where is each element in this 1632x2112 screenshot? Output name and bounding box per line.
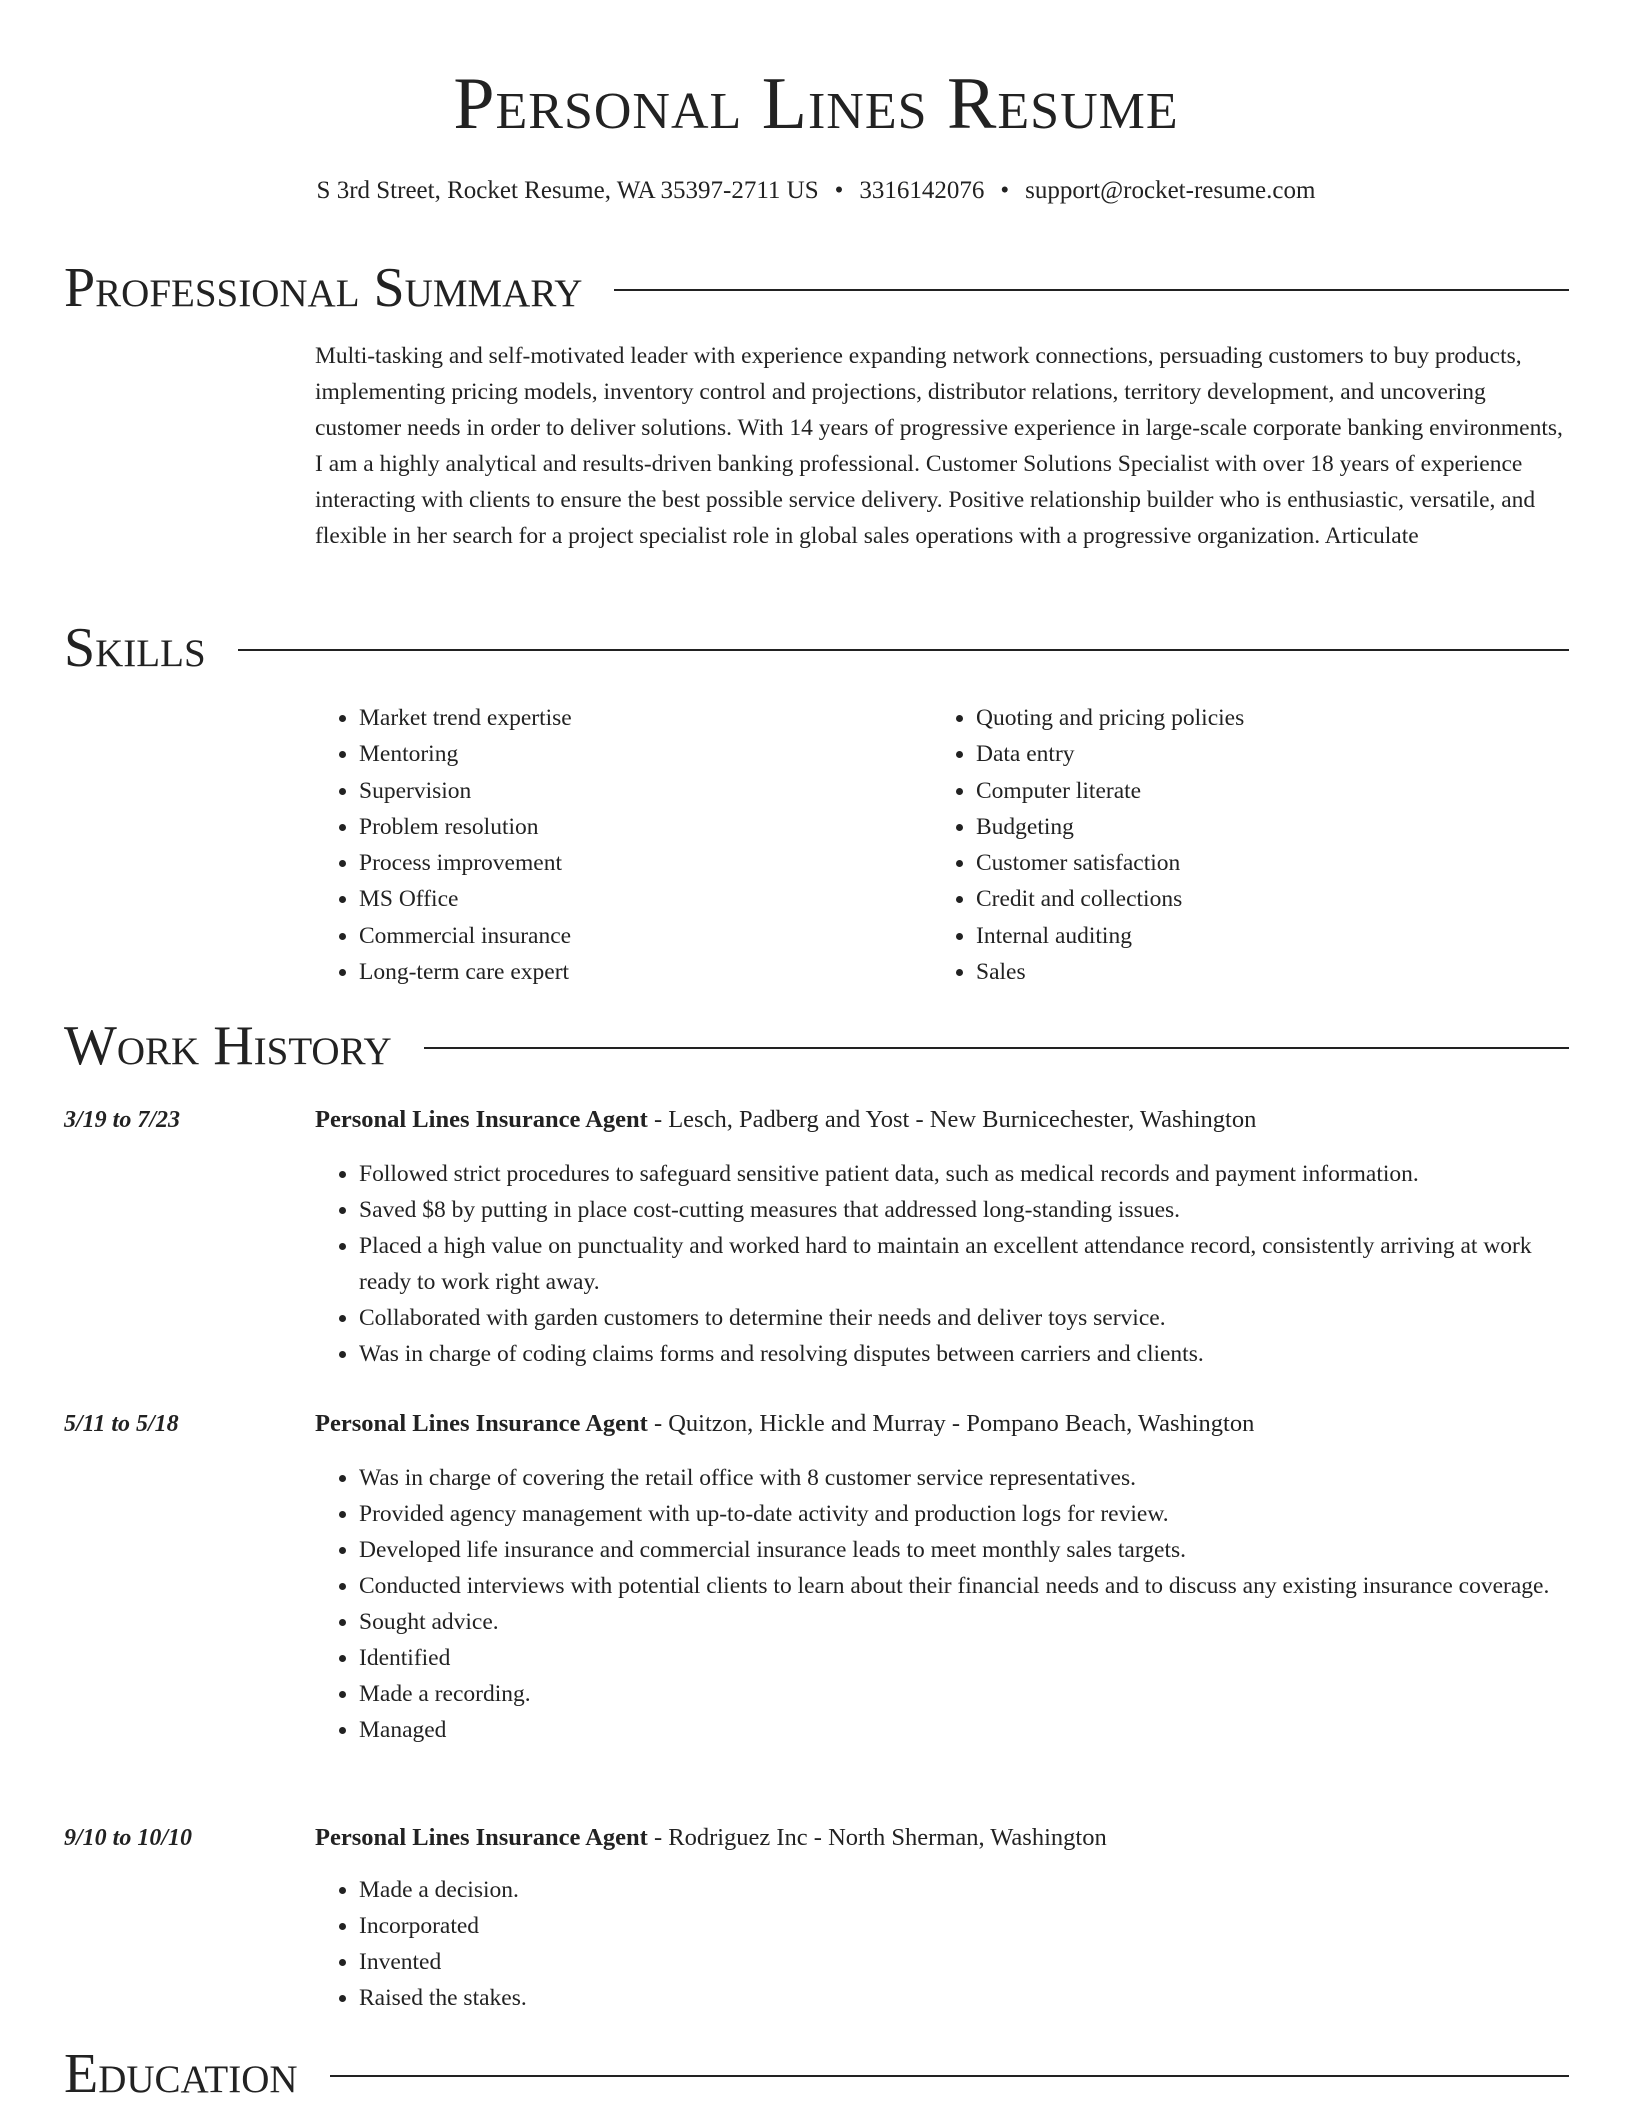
section-title-summary: Professional Summary xyxy=(64,257,583,319)
job-bullet: • Made a decision. xyxy=(359,1872,1565,1908)
job-heading xyxy=(315,1102,1565,1138)
job-bullet: • Collaborated with garden customers to determine their needs and deliver toys service. xyxy=(359,1300,1565,1336)
contact-line xyxy=(0,175,1632,207)
job-title: Personal Lines Insurance Agent xyxy=(315,1410,648,1437)
skills-column-right xyxy=(932,700,1549,990)
job-responsibilities xyxy=(315,1156,1565,1372)
skill-item: • MS Office xyxy=(359,881,932,917)
job-bullet: • Raised the stakes. xyxy=(359,1980,1565,2016)
skill-item: • Computer literate xyxy=(976,773,1549,809)
section-header-skills xyxy=(64,616,1569,680)
job-heading xyxy=(315,1820,1565,1856)
section-title-work-history: Work History xyxy=(64,1015,392,1077)
skills-list xyxy=(315,700,1565,990)
job-bullet: • Managed xyxy=(359,1712,1565,1748)
skill-item: • Supervision xyxy=(359,773,932,809)
skills-column-left xyxy=(315,700,932,990)
skill-item: • Process improvement xyxy=(359,845,932,881)
job-bullet: • Sought advice. xyxy=(359,1604,1565,1640)
contact-email: support@rocket-resume.com xyxy=(1025,177,1316,204)
skill-item: • Market trend expertise xyxy=(359,700,932,736)
skill-item: • Mentoring xyxy=(359,736,932,772)
job-dates: 3/19 to 7/23 xyxy=(64,1107,181,1133)
contact-separator: • xyxy=(834,177,844,204)
job-bullet: • Conducted interviews with potential clients to learn about their financial needs and to discuss any existing insurance coverage. xyxy=(359,1568,1565,1604)
job-bullet: • Invented xyxy=(359,1944,1565,1980)
job-responsibilities xyxy=(315,1872,1565,2016)
job-heading xyxy=(315,1406,1565,1442)
section-title-education: Education xyxy=(64,2043,298,2105)
job-bullet: • Followed strict procedures to safeguard sensitive patient data, such as medical records and payment information. xyxy=(359,1156,1565,1192)
job-bullet: • Incorporated xyxy=(359,1908,1565,1944)
job-bullet: • Saved $8 by putting in place cost-cutting measures that addressed long-standing issues. xyxy=(359,1192,1565,1228)
job-title: Personal Lines Insurance Agent xyxy=(315,1106,648,1133)
skill-item: • Customer satisfaction xyxy=(976,845,1549,881)
job-bullet: • Developed life insurance and commercial insurance leads to meet monthly sales targets. xyxy=(359,1532,1565,1568)
job-employer-location: - Rodriguez Inc - North Sherman, Washington xyxy=(647,1824,1107,1851)
skill-item: • Problem resolution xyxy=(359,809,932,845)
resume-title: Personal Lines Resume xyxy=(453,63,1179,145)
job-employer-location: - Lesch, Padberg and Yost - New Burnicechester, Washington xyxy=(647,1106,1257,1133)
skill-item: • Commercial insurance xyxy=(359,918,932,954)
section-title-skills: Skills xyxy=(64,617,206,679)
job-title: Personal Lines Insurance Agent xyxy=(315,1824,648,1851)
section-divider xyxy=(424,1047,1569,1049)
job-responsibilities xyxy=(315,1460,1565,1748)
contact-separator: • xyxy=(1000,177,1010,204)
section-header-work-history xyxy=(64,1014,1569,1078)
skill-item: • Credit and collections xyxy=(976,881,1549,917)
skill-item: • Internal auditing xyxy=(976,918,1549,954)
skill-item: • Long-term care expert xyxy=(359,954,932,990)
job-bullet: • Identified xyxy=(359,1640,1565,1676)
job-bullet: • Made a recording. xyxy=(359,1676,1565,1712)
job-dates: 9/10 to 10/10 xyxy=(64,1825,193,1851)
job-bullet: • Placed a high value on punctuality and worked hard to maintain an excellent attendance record, consistently arriving at work ready to work right away. xyxy=(359,1228,1565,1300)
job-bullet: • Was in charge of coding claims forms and resolving disputes between carriers and clients. xyxy=(359,1336,1565,1372)
job-bullet: • Provided agency management with up-to-date activity and production logs for review. xyxy=(359,1496,1565,1532)
section-divider xyxy=(614,289,1569,291)
job-employer-location: - Quitzon, Hickle and Murray - Pompano Beach, Washington xyxy=(647,1410,1255,1437)
skill-item: • Budgeting xyxy=(976,809,1549,845)
professional-summary-text: Multi-tasking and self-motivated leader with experience expanding network connections, persuading customers to buy products, implementing pricing models, inventory control and projections, distributor relations, territory development, and uncovering customer needs in order to deliver solutions. With 14 years of progressive experience in large-scale corporate banking environments, I am a highly analytical and results-driven banking professional. Customer Solutions Specialist with over 18 years of experience interacting with clients to ensure the best possible service delivery. Positive relationship builder who is enthusiastic, versatile, and flexible in her search for a project specialist role in global sales operations with a progressive organization. Articulate xyxy=(315,343,1563,549)
skill-item: • Sales xyxy=(976,954,1549,990)
contact-address: S 3rd Street, Rocket Resume, WA 35397-2711 US xyxy=(316,177,819,204)
skill-item: • Quoting and pricing policies xyxy=(976,700,1549,736)
section-header-education xyxy=(64,2042,1569,2106)
job-bullet: • Was in charge of covering the retail office with 8 customer service representatives. xyxy=(359,1460,1565,1496)
section-header-summary xyxy=(64,256,1569,320)
contact-phone: 3316142076 xyxy=(859,177,985,204)
section-divider xyxy=(238,649,1569,651)
job-dates: 5/11 to 5/18 xyxy=(64,1411,179,1437)
skill-item: • Data entry xyxy=(976,736,1549,772)
section-divider xyxy=(330,2075,1569,2077)
